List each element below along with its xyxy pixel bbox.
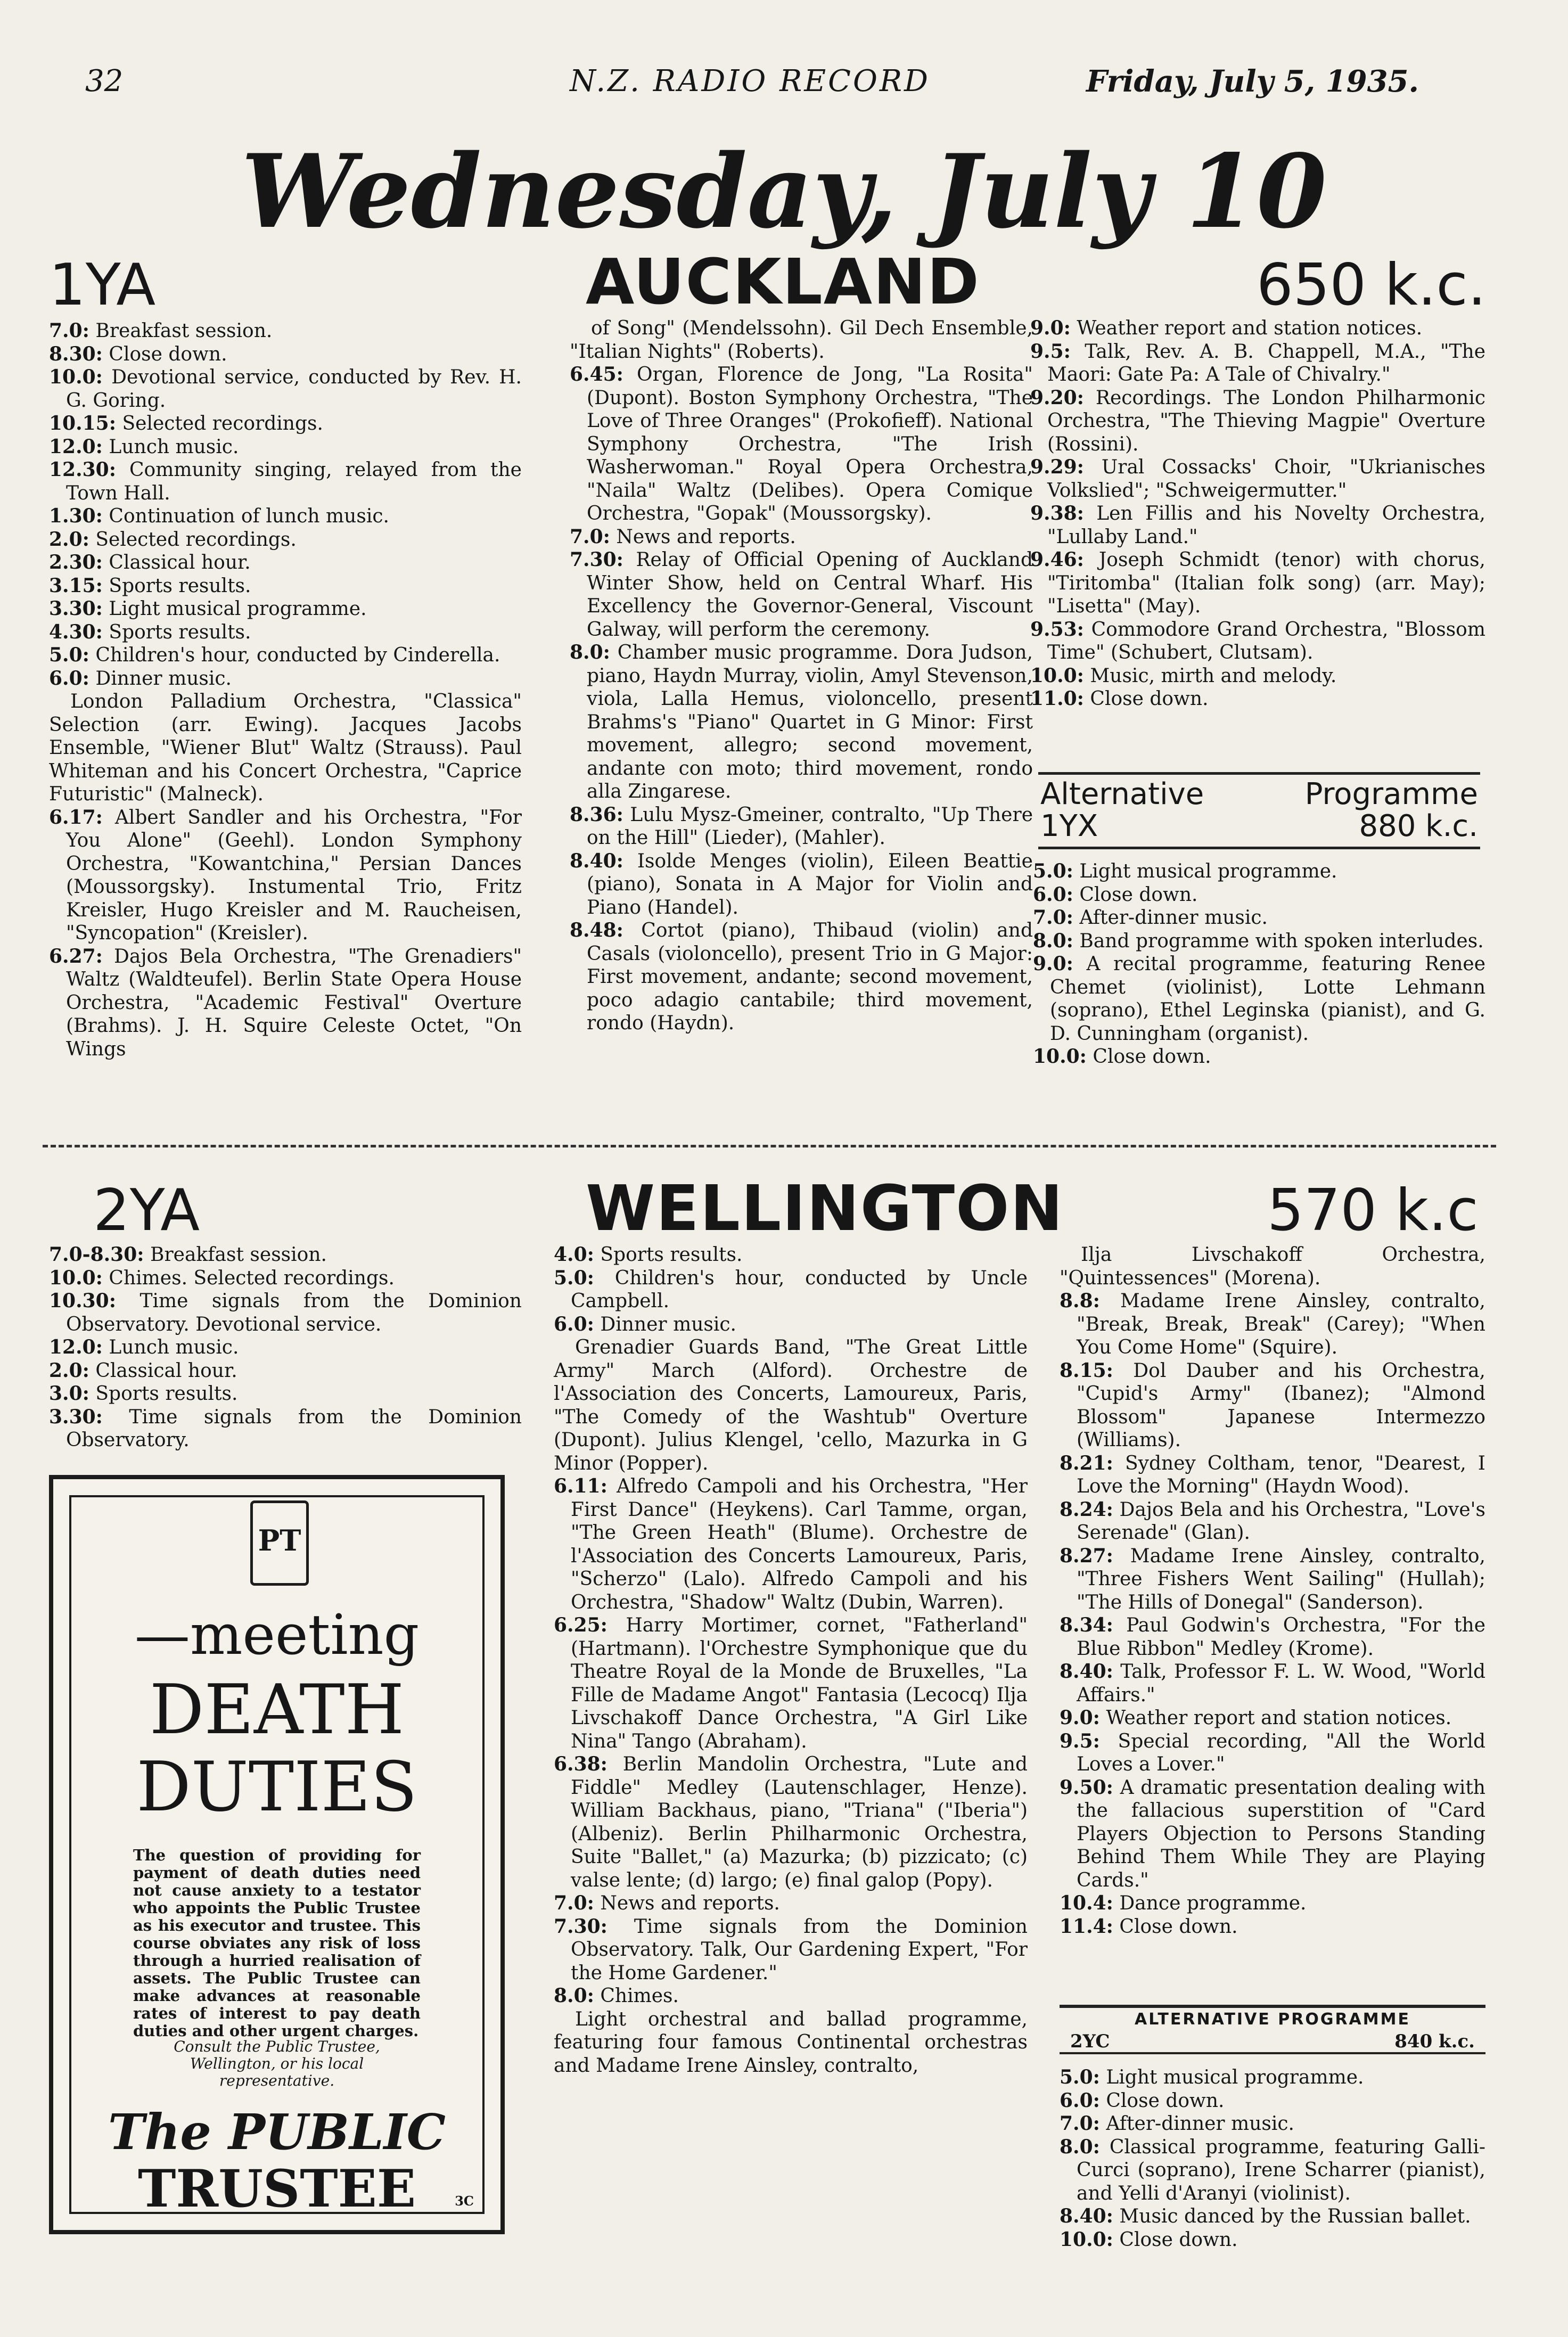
entry-time: 9.0: (1030, 317, 1071, 339)
alternative-programme-heading (1038, 772, 1480, 849)
entry-time: 9.38: (1030, 502, 1084, 524)
entry-time: 3.0: (49, 1382, 89, 1405)
entry-time: 9.53: (1030, 618, 1084, 641)
programme-entry (49, 366, 522, 412)
entry-text: Music danced by the Russian ballet. (1113, 2205, 1471, 2227)
entry-time: 8.15: (1060, 1359, 1113, 1382)
entry-time: 6.45: (570, 363, 623, 386)
ad-body-text: The question of providing for payment of death duties need not cause anxiety to a testator who appoints the Public Trustee as his executor and trustee. This course obviates any risk of loss through a hurried realisation of assets. The Public Trustee can make advances at reasonable rates of interest to pay death duties and other urgent charges. (133, 1846, 421, 2040)
wellington-alt-column (1060, 2066, 1485, 2251)
entry-text: Close down. (1083, 688, 1209, 710)
entry-text: Selected recordings. (116, 413, 323, 434)
entry-time: 4.30: (49, 620, 103, 643)
entry-time: 7.0: (1060, 2112, 1100, 2135)
entry-text: Classical hour. (102, 552, 251, 573)
entry-time: 9.20: (1030, 386, 1084, 409)
programme-entry (570, 803, 1033, 850)
programme-entry (1060, 1776, 1485, 1892)
entry-time: 2.0: (49, 1359, 89, 1382)
entry-text: Madame Irene Ainsley, contralto, "Three Fishers Went Sailing" (Hullah); "The Hills of Donegal" (Sanderson). (1077, 1545, 1485, 1613)
programme-entry (1033, 930, 1485, 953)
alt-station-row (1060, 2031, 1485, 2052)
auckland-column-1 (49, 319, 522, 1061)
programme-entry (554, 1985, 1028, 2008)
alt-heading-left: Alternative (1040, 777, 1204, 811)
programme-entry (570, 363, 1033, 526)
entry-text: Len Fillis and his Novelty Orchestra, "Lullaby Land." (1047, 503, 1485, 548)
programme-entry (49, 505, 522, 528)
alt-station-1yx: 1YX (1040, 809, 1098, 843)
frequency-2ya: 570 k.c (1267, 1177, 1479, 1244)
programme-entry (1060, 1545, 1485, 1614)
entry-time: 6.38: (554, 1753, 608, 1775)
entry-text: Sports results. (89, 1383, 238, 1405)
entry-text: Dance programme. (1113, 1892, 1307, 1914)
entry-text: Light musical programme. (1073, 860, 1337, 882)
entry-time: 7.0: (570, 525, 610, 548)
entry-time: 12.0: (49, 1336, 103, 1358)
entry-time: 10.0: (1060, 2228, 1113, 2251)
entry-text: Talk, Professor F. L. W. Wood, "World Affairs." (1077, 1661, 1485, 1706)
programme-entry (1060, 1290, 1485, 1359)
entry-text: Breakfast session. (144, 1244, 327, 1266)
wellington-column-2 (554, 1243, 1028, 2077)
programme-entry (1060, 1498, 1485, 1545)
programme-entry (49, 690, 522, 806)
entry-text: Close down. (1113, 2228, 1238, 2251)
programme-entry (49, 528, 522, 552)
entry-text: Albert Sandler and his Orchestra, "For You Alone" (Geehl). London Symphony Orchestra, "Kowantchina," Persian Dances (Moussorgsky). Instumental Trio, Fritz Kreisler, Hugo Kreisler and M. Raucheisen, "Syncopation" (Kreisler). (66, 806, 522, 944)
entry-time: 9.29: (1030, 456, 1084, 478)
entry-time: 10.0: (49, 366, 103, 388)
entry-time: 10.0: (49, 1266, 103, 1289)
ad-headline-2: DEATH (149, 1670, 405, 1750)
programme-entry (1060, 1915, 1485, 1939)
programme-entry (1030, 456, 1485, 502)
programme-entry (49, 1406, 522, 1452)
entry-time: 6.11: (554, 1475, 608, 1497)
programme-entry (1060, 1730, 1485, 1776)
entry-text: Special recording, "All the World Loves a Lover." (1077, 1730, 1485, 1775)
programme-entry (554, 1336, 1028, 1475)
entry-text: Light musical programme. (1099, 2067, 1364, 2088)
entry-time: 8.40: (570, 849, 623, 872)
entry-text: Berlin Mandolin Orchestra, "Lute and Fiddle" Medley (Lautenschlager, Henze). William Backhaus, piano, "Triana" ("Iberia") (Albeniz). Berlin Philharmonic Orchestra, Suite "Ballet," (a) Mazurka; (b) pizzicato; (c) valse lente; (d) largo; (e) final galop (Popy). (571, 1753, 1028, 1891)
programme-entry (49, 806, 522, 945)
entry-text: Ural Cossacks' Choir, "Ukrianisches Volkslied"; "Schweigermutter." (1047, 456, 1485, 502)
entry-text: Weather report and station notices. (1099, 1707, 1452, 1729)
entry-text: News and reports. (610, 526, 796, 548)
entry-time: 7.0: (49, 319, 89, 342)
entry-time: 2.0: (49, 528, 89, 551)
programme-entry (1030, 687, 1485, 711)
programme-entry (1030, 548, 1485, 618)
programme-entry (1060, 2136, 1485, 2205)
programme-entry (49, 621, 522, 644)
ad-consult-text: Consult the Public Trustee, Wellington, or his local representative. (174, 2038, 380, 2089)
entry-time: 9.50: (1060, 1776, 1113, 1799)
ad-code: 3C (455, 2193, 474, 2209)
entry-time: 6.17: (49, 806, 103, 829)
entry-text: Grenadier Guards Band, "The Great Little Army" March (Alford). Orchestre de l'Association des Concerts, Lamoureux, Paris, "The Comedy of the Washtub" Overture (Dupont). Julius Klengel, 'cello, Mazurka in G Minor (Popper). (554, 1336, 1028, 1474)
programme-entry (49, 319, 522, 343)
programme-entry (49, 1359, 522, 1383)
ad-brand-line-1: The PUBLIC (108, 2103, 446, 2161)
programme-entry (1033, 1045, 1485, 1069)
programme-entry (49, 575, 522, 598)
programme-entry (1033, 860, 1485, 883)
entry-time: 8.0: (570, 641, 610, 663)
entry-time: 6.27: (49, 945, 103, 967)
entry-text: A recital programme, featuring Renee Chemet (violinist), Lotte Lehmann (soprano), Ethel Leginska (pianist), and G. D. Cunningham (organist). (1050, 953, 1485, 1045)
entry-time: 8.40: (1060, 1660, 1113, 1683)
programme-entry (1033, 883, 1485, 907)
entry-text: Dol Dauber and his Orchestra, "Cupid's Army" (Ibanez); "Almond Blossom" Japanese Intermezzo (Williams). (1077, 1359, 1485, 1451)
issue-date: Friday, July 5, 1935. (1086, 64, 1419, 99)
page-title: Wednesday, July 10 (241, 132, 1327, 251)
entry-text: Commodore Grand Orchestra, "Blossom Time" (Schubert, Clutsam). (1047, 618, 1485, 663)
programme-entry (1030, 665, 1485, 688)
entry-time: 6.0: (1060, 2089, 1100, 2112)
programme-entry (1060, 2112, 1485, 2136)
entry-text: of Song" (Mendelssohn). Gil Dech Ensemble, "Italian Nights" (Roberts). (570, 317, 1033, 363)
station-2ya: 2YA (93, 1177, 200, 1244)
entry-text: Close down. (1073, 883, 1198, 906)
programme-entry (1060, 2066, 1485, 2089)
entry-text: Time signals from the Dominion Observatory. Devotional service. (66, 1290, 522, 1335)
ad-brand-line-2: TRUSTEE (137, 2159, 416, 2219)
programme-entry (1060, 1892, 1485, 1915)
auckland-column-3 (1030, 317, 1485, 711)
entry-time: 7.0: (554, 1892, 594, 1914)
programme-entry (570, 919, 1033, 1035)
entry-time: 7.0-8.30: (49, 1243, 144, 1266)
programme-entry (49, 343, 522, 366)
entry-text: Selected recordings. (89, 528, 297, 551)
programme-entry (570, 317, 1033, 363)
entry-text: News and reports. (594, 1892, 780, 1914)
programme-entry (554, 1614, 1028, 1753)
entry-time: 8.24: (1060, 1498, 1113, 1521)
entry-time: 6.0: (1033, 883, 1073, 906)
entry-text: Breakfast session. (89, 320, 273, 342)
entry-text: Dinner music. (594, 1313, 736, 1335)
city-auckland: AUCKLAND (586, 245, 980, 318)
programme-entry (49, 458, 522, 505)
entry-time: 8.0: (554, 1985, 594, 2007)
wellington-column-3 (1060, 1243, 1485, 1938)
entry-text: Isolde Menges (violin), Eileen Beattie (piano), Sonata in A Major for Violin and Piano (Handel). (587, 850, 1033, 919)
programme-entry (49, 667, 522, 691)
entry-time: 8.48: (570, 919, 623, 941)
page-number: 32 (85, 64, 124, 99)
entry-time: 8.8: (1060, 1290, 1100, 1312)
entry-time: 8.36: (570, 803, 623, 826)
entry-time: 10.0: (1033, 1045, 1087, 1068)
alt-rule-bottom (1060, 2052, 1485, 2054)
programme-entry (554, 1313, 1028, 1336)
entry-text: Paul Godwin's Orchestra, "For the Blue Ribbon" Medley (Krome). (1077, 1614, 1485, 1660)
programme-entry (1033, 906, 1485, 930)
entry-time: 7.30: (570, 548, 623, 571)
ad-headline-3: DUTIES (136, 1748, 417, 1827)
auckland-alt-column (1033, 860, 1485, 1069)
entry-text: Alfredo Campoli and his Orchestra, "Her First Dance" (Heykens). Carl Tamme, organ, "The Green Heath" (Blume). Orchestre de l'Association des Concerts Lamoureux, Paris, "Scherzo" (Lalo). Alfredo Campoli and his Orchestra, "Shadow" Waltz (Dubin, Warren). (571, 1475, 1028, 1613)
alt-rule-top (1060, 2005, 1485, 2008)
programme-entry (49, 1267, 522, 1290)
entry-text: Chamber music programme. Dora Judson, piano, Haydn Murray, violin, Amyl Stevenson, viola, Lalla Hemus, violoncello, present Brahms's "Piano" Quartet in G Minor: First movement, allegro; second movement, andante con moto; third movement, rondo alla Zingarese. (587, 642, 1033, 802)
entry-text: Harry Mortimer, cornet, "Fatherland" (Hartmann). l'Orchestre Symphonique que du Theatre Royal de la Monde de Bruxelles, "La Fille de Madame Angot" Fantasia (Lecocq) Ilja Livschakoff Dance Orchestra, "A Girl Like Nina" Tango (Abraham). (571, 1614, 1028, 1752)
entry-text: Music, mirth and melody. (1083, 665, 1337, 687)
station-1ya: 1YA (49, 252, 156, 318)
entry-text: Devotional service, conducted by Rev. H. G. Goring. (66, 366, 522, 412)
programme-entry (570, 850, 1033, 920)
entry-text: Sports results. (102, 621, 251, 643)
entry-time: 8.30: (49, 342, 103, 365)
entry-text: Classical programme, featuring Galli-Curci (soprano), Irene Scharrer (pianist), and Yelli d'Aranyi (violinist). (1077, 2136, 1485, 2204)
programme-entry (554, 1267, 1028, 1313)
entry-time: 5.0: (1060, 2066, 1100, 2088)
entry-text: Dinner music. (89, 667, 232, 690)
programme-entry (49, 412, 522, 436)
programme-entry (570, 526, 1033, 549)
frequency-1ya: 650 k.c. (1257, 252, 1487, 318)
entry-time: 10.30: (49, 1290, 117, 1312)
entry-time: 9.46: (1030, 548, 1084, 571)
entry-text: Cortot (piano), Thibaud (violin) and Casals (violoncello), present Trio in G Major: First movement, andante; second movement, poco adagio cantabile; third movement, rondo (Haydn). (587, 920, 1033, 1034)
entry-time: 6.0: (554, 1313, 594, 1335)
programme-entry (554, 2008, 1028, 2078)
wellington-alt-heading (1060, 2005, 1485, 2054)
entry-time: 8.0: (1060, 2135, 1100, 2158)
ad-monogram: PT (258, 1523, 301, 1557)
entry-text: Weather report and station notices. (1070, 317, 1423, 339)
entry-text: Band programme with spoken interludes. (1073, 930, 1484, 952)
entry-time: 8.0: (1033, 929, 1073, 952)
programme-entry (49, 644, 522, 667)
entry-text: Dajos Bela and his Orchestra, "Love's Serenade" (Glan). (1077, 1498, 1485, 1544)
entry-text: Light orchestral and ballad programme, featuring four famous Continental orchestras and Madame Irene Ainsley, contralto, (554, 2008, 1028, 2077)
entry-time: 6.0: (49, 667, 89, 690)
programme-entry (1060, 2205, 1485, 2228)
programme-entry (554, 1892, 1028, 1915)
programme-entry (1060, 1660, 1485, 1707)
entry-time: 10.4: (1060, 1892, 1113, 1914)
ad-headline-1: —meeting (134, 1602, 420, 1667)
entry-text: Joseph Schmidt (tenor) with chorus, "Tiritomba" (Italian folk song) (arr. May); "Lisetta" (May). (1047, 549, 1485, 617)
entry-time: 9.5: (1030, 340, 1071, 363)
alt-frequency-1yx: 880 k.c. (1359, 809, 1478, 843)
entry-text: Organ, Florence de Jong, "La Rosita" (Dupont). Boston Symphony Orchestra, "The Love of Three Oranges" (Prokofieff). National Symphony Orchestra, "The Irish Washerwoman." Royal Opera Orchestra, "Naila" Waltz (Delibes). Opera Comique Orchestra, "Gopak" (Moussorgsky). (587, 364, 1033, 524)
entry-text: After-dinner music. (1099, 2113, 1295, 2135)
programme-entry (1060, 2228, 1485, 2252)
entry-text: Ilja Livschakoff Orchestra, "Quintessences" (Morena). (1060, 1244, 1485, 1289)
wellington-column-1 (49, 1243, 522, 1452)
alt-heading: ALTERNATIVE PROGRAMME (1135, 2010, 1410, 2029)
entry-text: Children's hour, conducted by Uncle Campbell. (571, 1267, 1028, 1312)
entry-time: 9.0: (1033, 953, 1073, 975)
entry-time: 3.30: (49, 1405, 103, 1428)
entry-text: A dramatic presentation dealing with the fallacious superstition of "Card Players Objection to Persons Standing Behind Them While They are Playing Cards." (1077, 1776, 1485, 1891)
entry-time: 8.34: (1060, 1614, 1113, 1636)
auckland-column-2 (570, 317, 1033, 1035)
section-divider (43, 1145, 1496, 1147)
entry-time: 6.25: (554, 1614, 608, 1636)
entry-time: 10.0: (1030, 664, 1084, 687)
public-trustee-advertisement (49, 1475, 505, 2234)
programme-entry (1030, 387, 1485, 456)
entry-text: Dajos Bela Orchestra, "The Grenadiers" Waltz (Waldteufel). Berlin State Opera House Orchestra, "Academic Festival" Overture (Brahms). J. H. Squire Celeste Octet, "On Wings (66, 945, 522, 1060)
alt-heading-right: Programme (1304, 777, 1478, 811)
entry-text: Continuation of lunch music. (102, 505, 389, 527)
entry-text: London Palladium Orchestra, "Classica" Selection (arr. Ewing). Jacques Jacobs Ensemble, "Wiener Blut" Waltz (Strauss). Paul Whiteman and his Concert Orchestra, "Caprice Futuristic" (Malneck). (49, 691, 522, 805)
city-wellington: WELLINGTON (586, 1171, 1064, 1245)
programme-entry (49, 1243, 522, 1267)
entry-time: 4.0: (554, 1243, 594, 1266)
programme-entry (1060, 2089, 1485, 2113)
entry-time: 8.21: (1060, 1452, 1113, 1474)
programme-entry (49, 1382, 522, 1406)
entry-time: 5.0: (554, 1266, 594, 1289)
entry-text: Lunch music. (102, 1336, 239, 1358)
entry-text: Children's hour, conducted by Cinderella. (89, 644, 500, 666)
entry-text: Chimes. (594, 1985, 679, 2007)
programme-entry (554, 1915, 1028, 1985)
programme-entry (1060, 1243, 1485, 1290)
entry-text: Community singing, relayed from the Town Hall. (66, 459, 522, 504)
entry-text: Chimes. Selected recordings. (102, 1267, 395, 1289)
ad-monogram-shield (250, 1500, 309, 1586)
entry-text: Lulu Mysz-Gmeiner, contralto, "Up There on the Hill" (Lieder), (Mahler). (587, 803, 1033, 849)
entry-text: Time signals from the Dominion Observatory. (66, 1406, 522, 1451)
programme-entry (554, 1475, 1028, 1614)
entry-text: Sydney Coltham, tenor, "Dearest, I Love the Morning" (Haydn Wood). (1077, 1452, 1485, 1497)
programme-entry (49, 1336, 522, 1359)
publication-name: N.Z. RADIO RECORD (570, 64, 930, 99)
entry-text: Sports results. (102, 575, 251, 597)
programme-entry (49, 1290, 522, 1336)
programme-entry (1030, 502, 1485, 548)
entry-time: 1.30: (49, 505, 103, 527)
entry-time: 2.30: (49, 551, 103, 573)
entry-text: Light musical programme. (102, 598, 367, 620)
programme-entry (1060, 1452, 1485, 1498)
entry-text: Close down. (1099, 2089, 1225, 2112)
entry-text: Classical hour. (89, 1359, 237, 1382)
programme-entry (49, 551, 522, 575)
programme-entry (554, 1243, 1028, 1267)
entry-time: 11.4: (1060, 1915, 1113, 1938)
entry-time: 5.0: (1033, 860, 1073, 882)
entry-text: Close down. (1086, 1046, 1211, 1068)
entry-text: Talk, Rev. A. B. Chappell, M.A., "The Maori: Gate Pa: A Tale of Chivalry." (1047, 340, 1485, 386)
programme-entry (49, 945, 522, 1061)
entry-time: 10.15: (49, 412, 117, 434)
programme-entry (1060, 1359, 1485, 1452)
entry-time: 3.15: (49, 574, 103, 597)
programme-entry (1030, 618, 1485, 665)
entry-time: 8.27: (1060, 1544, 1113, 1567)
entry-time: 12.0: (49, 435, 103, 458)
entry-time: 3.30: (49, 597, 103, 620)
entry-text: Relay of Official Opening of Auckland Winter Show, held on Central Wharf. His Excellency the Governor-General, Viscount Galway, will perform the ceremony. (587, 549, 1033, 641)
entry-time: 8.40: (1060, 2205, 1113, 2227)
programme-entry (1033, 953, 1485, 1045)
programme-entry (49, 436, 522, 459)
entry-text: Close down. (102, 343, 227, 365)
entry-text: Time signals from the Dominion Observatory. Talk, Our Gardening Expert, "For the Home Gardener." (571, 1915, 1028, 1984)
entry-text: Recordings. The London Philharmonic Orchestra, "The Thieving Magpie" Overture (Rossini). (1047, 387, 1485, 455)
alt-station-2yc: 2YC (1070, 2031, 1110, 2052)
programme-entry (1030, 340, 1485, 387)
entry-text: Madame Irene Ainsley, contralto, "Break, Break, Break" (Carey); "When You Come Home" (Squire). (1077, 1290, 1485, 1358)
programme-entry (554, 1753, 1028, 1892)
entry-text: Sports results. (594, 1244, 743, 1266)
entry-time: 7.0: (1033, 906, 1073, 929)
alt-frequency-2yc: 840 k.c. (1394, 2031, 1475, 2052)
programme-entry (570, 641, 1033, 803)
programme-entry (1030, 317, 1485, 340)
entry-text: After-dinner music. (1073, 907, 1268, 929)
entry-time: 11.0: (1030, 687, 1084, 710)
entry-time: 5.0: (49, 644, 89, 666)
entry-text: Close down. (1113, 1915, 1238, 1938)
programme-entry (1060, 1614, 1485, 1660)
programme-entry (1060, 1707, 1485, 1730)
programme-entry (570, 548, 1033, 641)
entry-time: 7.30: (554, 1915, 608, 1938)
entry-text: Lunch music. (102, 436, 239, 458)
programme-entry (49, 597, 522, 621)
entry-time: 9.5: (1060, 1729, 1100, 1752)
entry-time: 12.30: (49, 458, 117, 481)
entry-time: 9.0: (1060, 1707, 1100, 1729)
